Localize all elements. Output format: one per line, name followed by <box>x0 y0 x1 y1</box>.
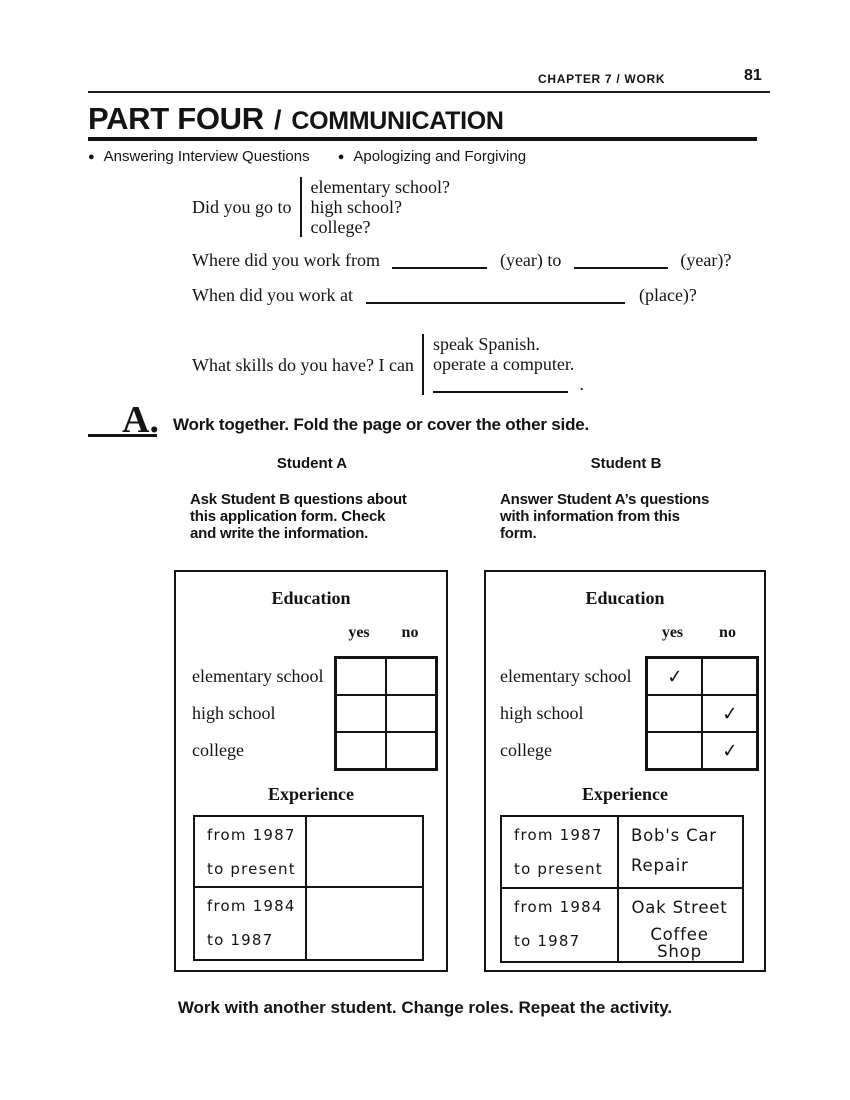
experience-title: Experience <box>582 784 668 804</box>
experience-row <box>195 888 422 959</box>
place-cell <box>307 817 422 886</box>
place-line: Repair <box>631 856 689 875</box>
instruction-line: and write the information. <box>190 525 369 542</box>
part-title-section: COMMUNICATION <box>291 107 504 135</box>
instruction-line: Answer Student A’s questions <box>500 491 710 508</box>
option-suffix: . <box>579 374 584 394</box>
column-header-no: no <box>719 624 736 641</box>
topic-item: Apologizing and Forgiving <box>353 148 527 165</box>
question-stem: What skills do you have? I can <box>192 354 414 375</box>
place-line: Coffee Shop <box>650 925 709 961</box>
column-header-yes: yes <box>661 624 684 641</box>
period-line: to 1987 <box>514 932 581 950</box>
question-what-skills <box>192 334 584 395</box>
question-when-did-you-work <box>192 285 697 305</box>
option-line: operate a computer. <box>432 354 575 374</box>
title-underline <box>88 137 757 141</box>
education-title: Education <box>271 588 351 608</box>
period-cell <box>502 817 619 887</box>
student-a-form <box>174 570 448 972</box>
instruction-line: form. <box>500 525 537 542</box>
education-check-grid <box>334 656 438 771</box>
option-line <box>433 374 584 395</box>
topic-item: Answering Interview Questions <box>103 148 310 165</box>
column-header-yes: yes <box>348 624 370 641</box>
education-row-label: college <box>192 740 244 760</box>
period-line: from 1987 <box>207 826 296 844</box>
instruction-line: Ask Student B questions about <box>190 491 407 508</box>
topic-list <box>88 148 526 165</box>
question-text: (year) to <box>499 250 562 270</box>
column-header-no: no <box>401 624 419 641</box>
fill-in-blank <box>392 265 487 269</box>
period-cell <box>195 817 307 886</box>
education-row-label: elementary school <box>500 666 632 686</box>
student-b-title: Student B <box>590 455 662 472</box>
question-text: Where did you work from <box>192 250 380 270</box>
place-cell <box>619 817 742 887</box>
checkbox-cell <box>386 732 436 769</box>
experience-row <box>502 817 742 889</box>
experience-table <box>500 815 744 963</box>
checkbox-cell <box>702 658 757 695</box>
education-row-label: high school <box>192 703 276 723</box>
period-cell <box>502 889 619 961</box>
education-row-label: college <box>500 740 552 760</box>
checkbox-cell <box>386 658 436 695</box>
student-b-form <box>484 570 766 972</box>
place-cell <box>307 888 422 959</box>
checkbox-cell <box>647 695 702 732</box>
experience-row <box>502 889 742 961</box>
page-number: 81 <box>744 67 762 84</box>
student-a-instructions <box>190 491 430 542</box>
education-check-grid <box>645 656 759 771</box>
checkbox-cell <box>647 732 702 769</box>
option-line: elementary school? <box>310 177 450 197</box>
activity-instruction: Work together. Fold the page or cover the other side. <box>173 415 590 434</box>
student-a-title: Student A <box>276 455 348 472</box>
period-line: from 1984 <box>207 897 296 915</box>
question-text: (year)? <box>680 250 732 270</box>
option-line: speak Spanish. <box>432 334 540 354</box>
part-title <box>88 101 504 137</box>
closing-instruction: Work with another student. Change roles. Repeat the activity. <box>177 998 673 1017</box>
question-text: When did you work at <box>192 285 353 305</box>
instruction-line: with information from this <box>500 508 680 525</box>
bullet-icon: ● <box>337 151 345 163</box>
question-where-did-you-work <box>192 250 731 270</box>
education-title: Education <box>585 588 665 608</box>
experience-row <box>195 817 422 888</box>
place-cell <box>619 889 742 961</box>
option-line: college? <box>310 217 371 237</box>
activity-label: A. <box>122 399 159 441</box>
checkbox-cell <box>702 695 757 732</box>
instruction-line: this application form. Check <box>190 508 386 525</box>
education-row-label: elementary school <box>192 666 324 686</box>
check-mark: ✓ <box>665 664 684 689</box>
checkbox-cell <box>336 732 386 769</box>
student-b-instructions <box>500 491 740 542</box>
part-title-main: PART FOUR <box>88 101 264 136</box>
experience-title: Experience <box>268 784 354 804</box>
period-line: to present <box>207 860 296 878</box>
period-line: to present <box>514 860 603 878</box>
question-text: (place)? <box>638 285 697 305</box>
education-row-label: high school <box>500 703 584 723</box>
fill-in-blank <box>574 265 668 269</box>
fill-in-blank <box>433 389 568 393</box>
place-line: Oak Street <box>631 898 728 917</box>
checkbox-cell <box>336 658 386 695</box>
fill-in-blank <box>366 300 625 304</box>
part-title-separator: / <box>273 105 282 135</box>
check-mark: ✓ <box>720 738 739 763</box>
bullet-icon: ● <box>88 151 95 163</box>
question-stem: Did you go to <box>192 197 292 217</box>
checkbox-cell <box>647 658 702 695</box>
check-mark: ✓ <box>720 701 739 726</box>
period-cell <box>195 888 307 959</box>
checkbox-cell <box>702 732 757 769</box>
option-bracket <box>300 177 450 237</box>
place-line: Bob's Car <box>631 826 717 845</box>
experience-table <box>193 815 424 961</box>
period-line: from 1987 <box>514 826 603 844</box>
chapter-heading: CHAPTER 7 / WORK <box>538 72 666 86</box>
period-line: to 1987 <box>207 931 274 949</box>
question-did-you-go-to <box>192 177 450 237</box>
option-bracket <box>422 334 584 395</box>
option-line: high school? <box>310 197 403 217</box>
checkbox-cell <box>386 695 436 732</box>
header-rule <box>88 91 770 93</box>
period-line: from 1984 <box>514 898 603 916</box>
checkbox-cell <box>336 695 386 732</box>
